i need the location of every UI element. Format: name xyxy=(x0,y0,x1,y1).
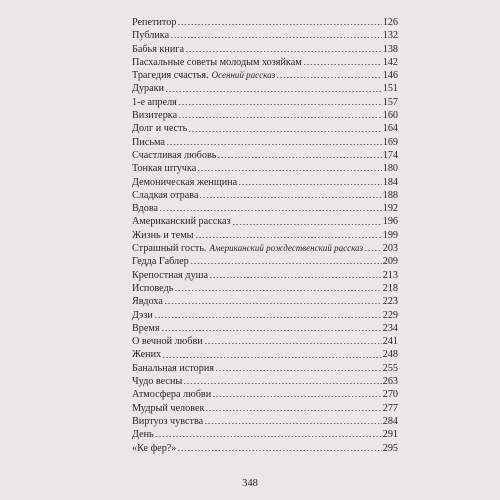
toc-entry-title xyxy=(132,202,159,215)
toc-entry-title xyxy=(132,295,164,308)
toc-entry-title xyxy=(132,269,209,282)
toc-entry xyxy=(132,442,398,455)
toc-entry-title-text: Вдова xyxy=(132,203,159,215)
toc-entry-page: 248 xyxy=(382,349,398,361)
dot-leader xyxy=(177,450,381,451)
toc-entry-page: 291 xyxy=(382,429,398,441)
toc-entry xyxy=(132,215,398,228)
toc-entry-title-text: Жизнь и темы xyxy=(132,229,194,241)
toc-entry-title-text: День xyxy=(132,429,154,441)
toc-entry-title-text: Пасхальные советы молодым хозяйкам xyxy=(132,56,302,68)
toc-entry-title xyxy=(132,82,165,95)
toc-entry-title-text: «Ке фер?» xyxy=(132,442,177,454)
toc-entry xyxy=(132,109,398,122)
toc-entry-page: 146 xyxy=(382,70,398,82)
dot-leader xyxy=(204,343,382,344)
toc-entry-title-text: Долг и честь xyxy=(132,123,188,135)
toc-entry xyxy=(132,82,398,95)
toc-entry-title xyxy=(132,309,154,322)
toc-entry-page: 277 xyxy=(382,402,398,414)
toc-entry xyxy=(132,269,398,282)
toc-entry xyxy=(132,122,398,135)
toc-entry-title xyxy=(132,96,178,109)
toc-entry-page: 138 xyxy=(382,43,398,55)
toc-entry-title xyxy=(132,282,174,295)
toc-entry-title-text: Тонкая штучка xyxy=(132,163,197,175)
toc-entry-page: 160 xyxy=(382,110,398,122)
dot-leader xyxy=(174,290,381,291)
toc-entry-title xyxy=(132,149,217,162)
toc-entry-subtitle: Осенний рассказ xyxy=(211,70,276,81)
toc-entry-page: 180 xyxy=(382,163,398,175)
toc-entry-page: 213 xyxy=(382,269,398,281)
toc-entry-title xyxy=(132,415,204,428)
toc-entry-title xyxy=(132,189,199,202)
dot-leader xyxy=(162,357,382,358)
toc-entry-page: 199 xyxy=(382,229,398,241)
dot-leader xyxy=(188,131,381,132)
toc-entry-title xyxy=(132,362,215,375)
toc-entry xyxy=(132,428,398,441)
toc-entry xyxy=(132,56,398,69)
toc-entry-page: 270 xyxy=(382,389,398,401)
toc-entry xyxy=(132,136,398,149)
dot-leader xyxy=(185,51,382,52)
toc-entry-title-text: Репетитор xyxy=(132,17,177,28)
toc-entry xyxy=(132,348,398,361)
dot-leader xyxy=(183,383,381,384)
dot-leader xyxy=(190,263,382,264)
toc-entry-title xyxy=(132,388,212,401)
toc-entry-title-text: Гедда Габлер xyxy=(132,256,189,268)
toc-entry-title-text: Страшный гость. xyxy=(132,243,207,255)
dot-leader xyxy=(165,91,382,92)
toc-entry-title-text: Счастливая любовь xyxy=(132,149,217,161)
toc-entry-page: 157 xyxy=(382,96,398,108)
dot-leader xyxy=(154,317,382,318)
toc-entry-page: 164 xyxy=(382,123,398,135)
toc-entry xyxy=(132,16,398,29)
dot-leader xyxy=(199,197,381,198)
dot-leader xyxy=(238,184,382,185)
toc-entry-title xyxy=(132,442,177,455)
toc-entry-title xyxy=(132,162,197,175)
toc-entry-title-text: Визитерка xyxy=(132,110,178,122)
toc-entry-title xyxy=(132,242,364,255)
toc-entry-title xyxy=(132,348,162,361)
toc-entry-title xyxy=(132,255,190,268)
toc-entry-title-text: Явдоха xyxy=(132,296,163,308)
toc-entry-title xyxy=(132,122,188,135)
toc-entry-title xyxy=(132,136,166,149)
toc-entry-page: 223 xyxy=(382,296,398,308)
dot-leader xyxy=(164,303,382,304)
toc-entry-title xyxy=(132,109,178,122)
toc-entry-title xyxy=(132,322,161,335)
dot-leader xyxy=(170,37,382,38)
toc-entry-title xyxy=(132,16,177,29)
toc-entry-title-text: О вечной любви xyxy=(132,336,203,348)
dot-leader xyxy=(195,237,382,238)
toc-entry-page: 126 xyxy=(382,17,398,28)
toc-entry-title-text: Виртуоз чувства xyxy=(132,415,204,427)
dot-leader xyxy=(177,24,381,25)
toc-entry-page: 241 xyxy=(382,336,398,348)
dot-leader xyxy=(212,396,382,397)
dot-leader xyxy=(205,410,381,411)
toc-entry-page: 174 xyxy=(382,149,398,161)
toc-entry-title xyxy=(132,176,238,189)
toc-entry-title-text: Трагедия счастья. xyxy=(132,70,209,82)
toc-entry-page: 209 xyxy=(382,256,398,268)
dot-leader xyxy=(276,77,382,78)
toc-entry-title-text: Письма xyxy=(132,136,165,148)
dot-leader xyxy=(178,117,382,118)
dot-leader xyxy=(217,157,381,158)
toc-entry xyxy=(132,29,398,42)
toc-entry-title-text: Дэзи xyxy=(132,309,153,321)
toc-entry-title-text: Американский рассказ xyxy=(132,216,231,228)
toc-entry xyxy=(132,69,398,82)
toc-entry-title-text: Сладкая отрава xyxy=(132,189,199,201)
toc-entry-title xyxy=(132,375,183,388)
toc-entry-title-text: Жених xyxy=(132,349,162,361)
toc-entry xyxy=(132,189,398,202)
toc-entry-title-text: Банальная история xyxy=(132,362,214,374)
dot-leader xyxy=(159,210,382,211)
toc-entry-page: 263 xyxy=(382,376,398,388)
dot-leader xyxy=(155,436,382,437)
toc-entry-page: 169 xyxy=(382,136,398,148)
toc-entry xyxy=(132,295,398,308)
toc-entry xyxy=(132,375,398,388)
toc-entry xyxy=(132,162,398,175)
toc-entry xyxy=(132,149,398,162)
toc-entry-page: 234 xyxy=(382,322,398,334)
toc-entry-title xyxy=(132,215,232,228)
toc-entry xyxy=(132,362,398,375)
toc-entry-title-text: Публика xyxy=(132,30,170,42)
dot-leader xyxy=(197,170,381,171)
toc-entry xyxy=(132,402,398,415)
dot-leader xyxy=(303,64,382,65)
toc-entry-title-text: 1-е апреля xyxy=(132,96,177,108)
toc-entry xyxy=(132,43,398,56)
toc-entry-page: 295 xyxy=(382,442,398,454)
toc-entry-title xyxy=(132,56,303,69)
toc-entry-page: 218 xyxy=(382,282,398,294)
toc-entry xyxy=(132,309,398,322)
toc-entry-page: 196 xyxy=(382,216,398,228)
toc-entry xyxy=(132,322,398,335)
toc-entry xyxy=(132,388,398,401)
dot-leader xyxy=(178,104,382,105)
dot-leader xyxy=(232,224,382,225)
toc-entry-page: 229 xyxy=(382,309,398,321)
toc-entry-title-text: Крепостная душа xyxy=(132,269,209,281)
toc-entry-title-text: Мудрый человек xyxy=(132,402,205,414)
toc-entry-title xyxy=(132,43,185,56)
page-number: 348 xyxy=(242,478,258,489)
toc-entry-title xyxy=(132,402,205,415)
toc-entry-page: 132 xyxy=(382,30,398,42)
toc-entry-title xyxy=(132,229,195,242)
toc-entry-title xyxy=(132,29,170,42)
table-of-contents xyxy=(132,16,398,455)
toc-entry xyxy=(132,229,398,242)
toc-entry xyxy=(132,255,398,268)
toc-entry-page: 203 xyxy=(382,243,398,255)
toc-entry-page: 284 xyxy=(382,415,398,427)
dot-leader xyxy=(204,423,382,424)
toc-entry-page: 192 xyxy=(382,203,398,215)
toc-entry-title xyxy=(132,428,155,441)
toc-entry xyxy=(132,335,398,348)
toc-entry xyxy=(132,282,398,295)
dot-leader xyxy=(364,250,382,251)
toc-entry xyxy=(132,202,398,215)
toc-entry-title-text: Время xyxy=(132,322,160,334)
toc-entry xyxy=(132,242,398,255)
toc-entry-page: 188 xyxy=(382,189,398,201)
toc-entry-title xyxy=(132,69,276,82)
toc-entry-page: 142 xyxy=(382,56,398,68)
toc-entry-title xyxy=(132,335,204,348)
toc-entry-title-text: Чудо весны xyxy=(132,376,183,388)
toc-entry-page: 255 xyxy=(382,362,398,374)
dot-leader xyxy=(166,144,382,145)
toc-entry xyxy=(132,176,398,189)
dot-leader xyxy=(215,370,382,371)
toc-entry-title-text: Атмосфера любви xyxy=(132,389,212,401)
toc-entry-page: 184 xyxy=(382,176,398,188)
toc-entry-title-text: Демоническая женщина xyxy=(132,176,238,188)
dot-leader xyxy=(209,277,382,278)
toc-entry-title-text: Исповедь xyxy=(132,282,174,294)
toc-entry xyxy=(132,96,398,109)
toc-entry-subtitle: Американский рождественский рассказ xyxy=(209,243,364,254)
toc-entry xyxy=(132,415,398,428)
toc-entry-title-text: Бабья книга xyxy=(132,43,184,55)
dot-leader xyxy=(161,330,382,331)
toc-entry-title-text: Дураки xyxy=(132,83,165,95)
toc-entry-page: 151 xyxy=(382,83,398,95)
